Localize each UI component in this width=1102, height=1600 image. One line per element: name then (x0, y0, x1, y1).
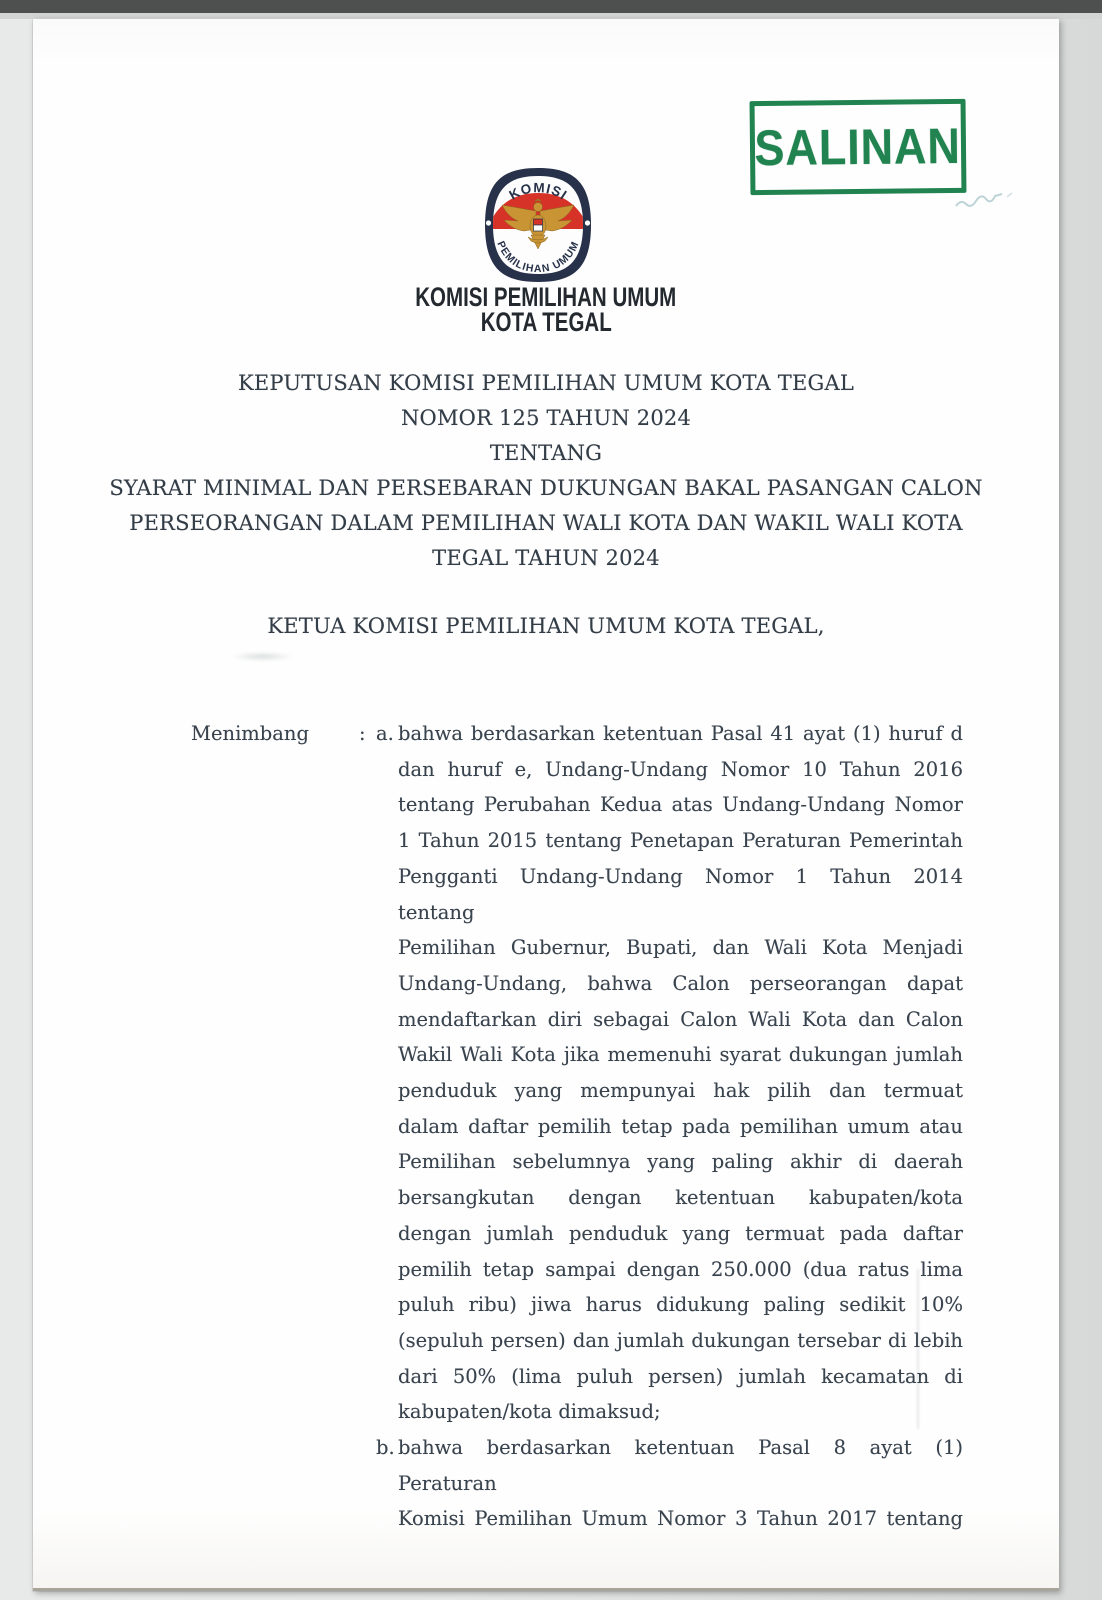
body-line: dengan jumlah penduduk yang termuat pada daftar (398, 1221, 963, 1245)
body-line: Pengganti Undang-Undang Nomor 1 Tahun 2014 tentang (398, 864, 963, 924)
considering-item (376, 1430, 963, 1537)
considering-items (376, 716, 963, 1537)
body-line: Pemilihan Gubernur, Bupati, dan Wali Kota Menjadi (398, 936, 963, 960)
letterhead (46, 282, 1046, 337)
garuda-chest-shield (534, 219, 543, 231)
item-marker: a. (376, 722, 394, 745)
body-line: Pemilihan sebelumnya yang paling akhir di daerah (398, 1150, 963, 1174)
body-line: penduduk yang mempunyai hak pilih dan termuat (398, 1079, 963, 1103)
body-line: pemilih tetap sampai dengan 250.000 (dua ratus lima (398, 1257, 963, 1281)
decree-title-line: TEGAL TAHUN 2024 (432, 546, 660, 570)
body-line: tentang Perubahan Kedua atas Undang-Undang Nomor (398, 793, 963, 817)
body-line: Undang-Undang, bahwa Calon perseorangan dapat (398, 971, 963, 995)
org-name: KOMISI PEMILIHAN UMUM (415, 282, 677, 312)
decree-title-line: KEPUTUSAN KOMISI PEMILIHAN UMUM KOTA TEGAL (237, 371, 855, 395)
body-line: bersangkutan dengan ketentuan kabupaten/kota (398, 1186, 963, 1210)
considering-label: Menimbang (191, 722, 309, 745)
salutation-line: KETUA KOMISI PEMILIHAN UMUM KOTA TEGAL, (267, 614, 825, 638)
scan-smudge (230, 652, 295, 661)
emblem-arc-top-text: KOMISI (506, 180, 571, 203)
salinan-stamp-label: SALINAN (754, 117, 962, 177)
decree-title-line: PERSEORANGAN DALAM PEMILIHAN WALI KOTA DAN WAKIL WALI KOTA (129, 511, 963, 535)
body-line: mendaftarkan diri sebagai Calon Wali Kota dan Calon (398, 1007, 963, 1031)
body-line: kabupaten/kota dimaksud; (398, 1400, 661, 1424)
body-line: puluh ribu) jiwa harus didukung paling sedikit 10% (398, 1293, 963, 1317)
body-line: (sepuluh persen) dan jumlah dukungan tersebar di lebih (398, 1328, 963, 1352)
emblem-dot-left (486, 220, 491, 225)
body-line: bahwa berdasarkan ketentuan Pasal 41 ayat (1) huruf d (398, 722, 963, 745)
decree-title (46, 366, 1046, 576)
considering-colon: : (359, 722, 366, 745)
body-line: Wakil Wali Kota jika memenuhi syarat dukungan jumlah (398, 1043, 963, 1067)
emblem-dot-right (585, 220, 590, 225)
decree-title-line: SYARAT MINIMAL DAN PERSEBARAN DUKUNGAN BAKAL PASANGAN CALON (109, 476, 983, 500)
kpu-emblem (480, 165, 596, 285)
handwritten-initial-mark (953, 191, 1015, 213)
body-line: dari 50% (lima puluh persen) jumlah kecamatan di (398, 1364, 963, 1388)
body-line: 1 Tahun 2015 tentang Penetapan Peraturan Pemerintah (398, 829, 963, 853)
body-line: bahwa berdasarkan ketentuan Pasal 8 ayat (1) Peraturan (398, 1436, 963, 1495)
emblem-arc-bottom-text: PEMILIHAN UMUM (494, 239, 582, 276)
decree-title-line: NOMOR 125 TAHUN 2024 (400, 406, 692, 430)
body-line: dan huruf e, Undang-Undang Nomor 10 Tahun 2016 (398, 757, 963, 781)
document-page (33, 19, 1059, 1591)
item-marker: b. (376, 1436, 395, 1460)
body-line: Komisi Pemilihan Umum Nomor 3 Tahun 2017 tentang (398, 1507, 963, 1531)
considering-item (376, 716, 963, 1430)
decree-title-line: TENTANG (489, 441, 603, 465)
org-city: KOTA TEGAL (480, 307, 612, 337)
salinan-stamp (750, 99, 967, 195)
scan-top-bar (0, 0, 1102, 13)
body-line: dalam daftar pemilih tetap pada pemilihan umum atau (398, 1114, 963, 1138)
considering-section (191, 716, 963, 1537)
